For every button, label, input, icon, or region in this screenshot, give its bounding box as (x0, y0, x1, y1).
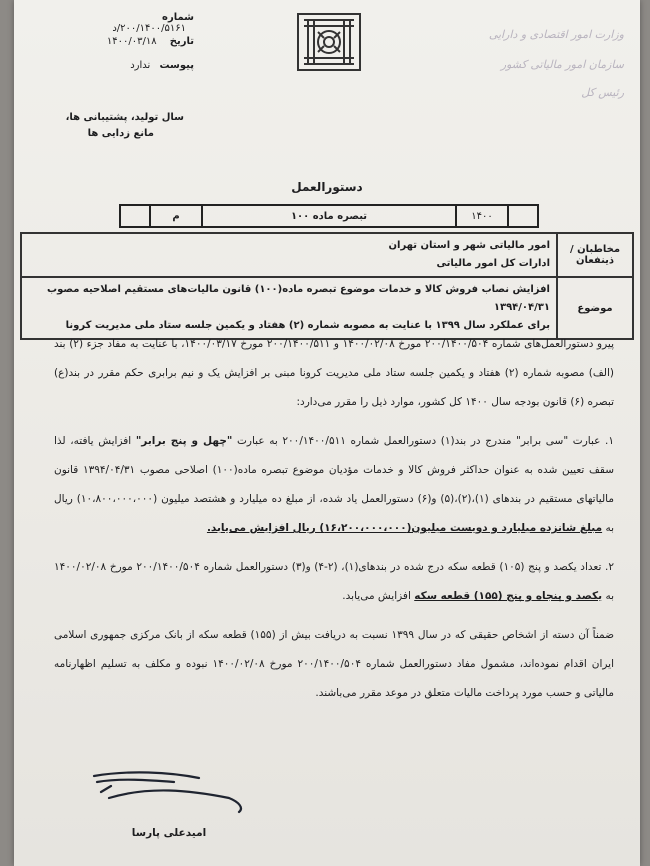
addressees-line-1: امور مالیاتی شهر و استان تهران (388, 240, 550, 251)
code-letter-cell: م (150, 205, 202, 227)
date-field (94, 36, 194, 47)
signatory-name: امیدعلی پارسا (131, 827, 207, 839)
document-title: دستورالعمل (291, 180, 363, 194)
addressees-label: مخاطبان / ذینفعان (557, 233, 633, 277)
letter-body (54, 330, 614, 718)
item-2-text-a: ۲. تعداد یکصد و پنج (۱۰۵) قطعه سکه درج شده در بندهای(۱)، (۲-۴) و(۳) دستورالعمل شماره ۲۰۰/۱۴۰۰/۵۰۴ مورخ ۱۴۰۰/۰۲/۰۸ به (54, 561, 615, 602)
letter-page (14, 0, 640, 866)
note-paragraph: ضمناً آن دسته از اشخاص حقیقی که در سال ۱۳۹۹ نسبت به دریافت بیش از (۱۵۵) قطعه سکه از بانک مرکزی جمهوری اسلامی ایران اقدام نموده‌اند، مشمول مفاد دستورالعمل شماره ۲۰۰/۱۴۰۰/۵۰۴ مورخ ۱۴۰۰/۰۲/۰۸ نبوده و مکلف به تسلیم اظهارنامه مالیاتی و حسب مورد پرداخت مالیات متعلق در موعد مقرر می‌باشند. (54, 629, 615, 699)
item-2-paragraph (54, 553, 614, 611)
signature-block (89, 768, 259, 843)
meta-table (20, 232, 634, 340)
number-field (94, 12, 194, 34)
ministry-line-2: سازمان امور مالیاتی کشور (500, 58, 624, 71)
number-value: ۲۰۰/۱۴۰۰/۵۱۶۱/د (112, 23, 186, 34)
tax-organization-logo-icon (294, 10, 364, 74)
attachment-label: پیوست (159, 60, 194, 71)
empty-cell-1 (508, 205, 538, 227)
addressees-line-2: ادارات کل امور مالیاتی (436, 258, 550, 269)
instruction-code-table (119, 204, 539, 228)
date-value: ۱۴۰۰/۰۳/۱۸ (106, 36, 157, 47)
attachment-field (94, 60, 194, 71)
subject-line-2: برای عملکرد سال ۱۳۹۹ با عنایت به مصوبه شماره (۲) هفتاد و یکمین جلسه ستاد ملی مدیریت کرونا (65, 320, 550, 331)
addressees-cell (21, 233, 557, 277)
code-subject-cell: تبصره ماده ۱۰۰ (202, 205, 456, 227)
ministry-line-3: رئیس کل (581, 86, 624, 99)
item-1-text-a: ۱. عبارت "سی برابر" مندرج در بند(۱) دستورالعمل شماره ۲۰۰/۱۴۰۰/۵۱۱ به عبارت (237, 435, 615, 447)
item-1-bold-phrase: "چهل و پنج برابر" (135, 435, 233, 447)
code-year-cell: ۱۴۰۰ (456, 205, 508, 227)
empty-cell-2 (120, 205, 150, 227)
item-1-text-b: افزایش یافته، لذا سقف تعیین شده به عنوان حداکثر فروش کالا و خدمات مؤدیان موضوع تبصره ماده(۱۰۰) اصلاحی مصوب ۱۳۹۴/۰۴/۳۱ قانون مالیاتهای مستقیم در بندهای (۱)،(۲)،(۵) و(۶) دستورالعمل یاد شده، از مبلغ ده میلیارد و هشتصد میلیون (۱۰،۸۰۰،۰۰۰،۰۰۰) ریال به (54, 435, 614, 534)
intro-paragraph: پیرو دستورالعمل‌های شماره ۲۰۰/۱۴۰۰/۵۰۴ مورخ ۱۴۰۰/۰۲/۰۸ و ۲۰۰/۱۴۰۰/۵۱۱ مورخ ۱۴۰۰/۰۳/۱۷، با عنایت به مفاد جزء (۲) بند (الف) مصوبه شماره (۲) هفتاد و یکمین جلسه ستاد ملی مدیریت کرونا مبنی بر افزایش یک و نیم برابری حکم مقرر در بند(ع) تبصره (۶) قانون بودجه سال ۱۴۰۰ کل کشور، موارد ذیل را مقرر می‌دارد: (54, 338, 614, 408)
date-label: تاریخ (169, 36, 194, 47)
year-slogan-line-2: مانع زدایی ها (87, 128, 154, 139)
handwritten-signature-icon (89, 768, 259, 823)
subject-label: موضوع (557, 277, 633, 339)
subject-line-1: افزایش نصاب فروش کالا و خدمات موضوع تبصره ماده(۱۰۰) قانون مالیات‌های مستقیم اصلاحیه مصوب ۱۳۹۴/۰۴/۳۱ (47, 284, 550, 313)
item-1-paragraph (54, 427, 614, 543)
year-slogan-line-1: سال تولید، پشتیبانی ها، (65, 112, 184, 123)
item-2-underlined-coins: یکصد و پنجاه و پنج (۱۵۵) قطعه سکه (414, 590, 603, 602)
attachment-value: ندارد (130, 60, 151, 71)
item-1-underlined-amount: مبلغ شانزده میلیارد و دویست میلیون(۱۶،۲۰۰،۰۰۰،۰۰۰) ریال افزایش می‌یابد. (206, 522, 603, 534)
ministry-line-1: وزارت امور اقتصادی و دارایی (488, 28, 624, 41)
item-2-text-b: افزایش می‌یابد. (342, 590, 411, 602)
number-label: شماره (162, 12, 194, 23)
